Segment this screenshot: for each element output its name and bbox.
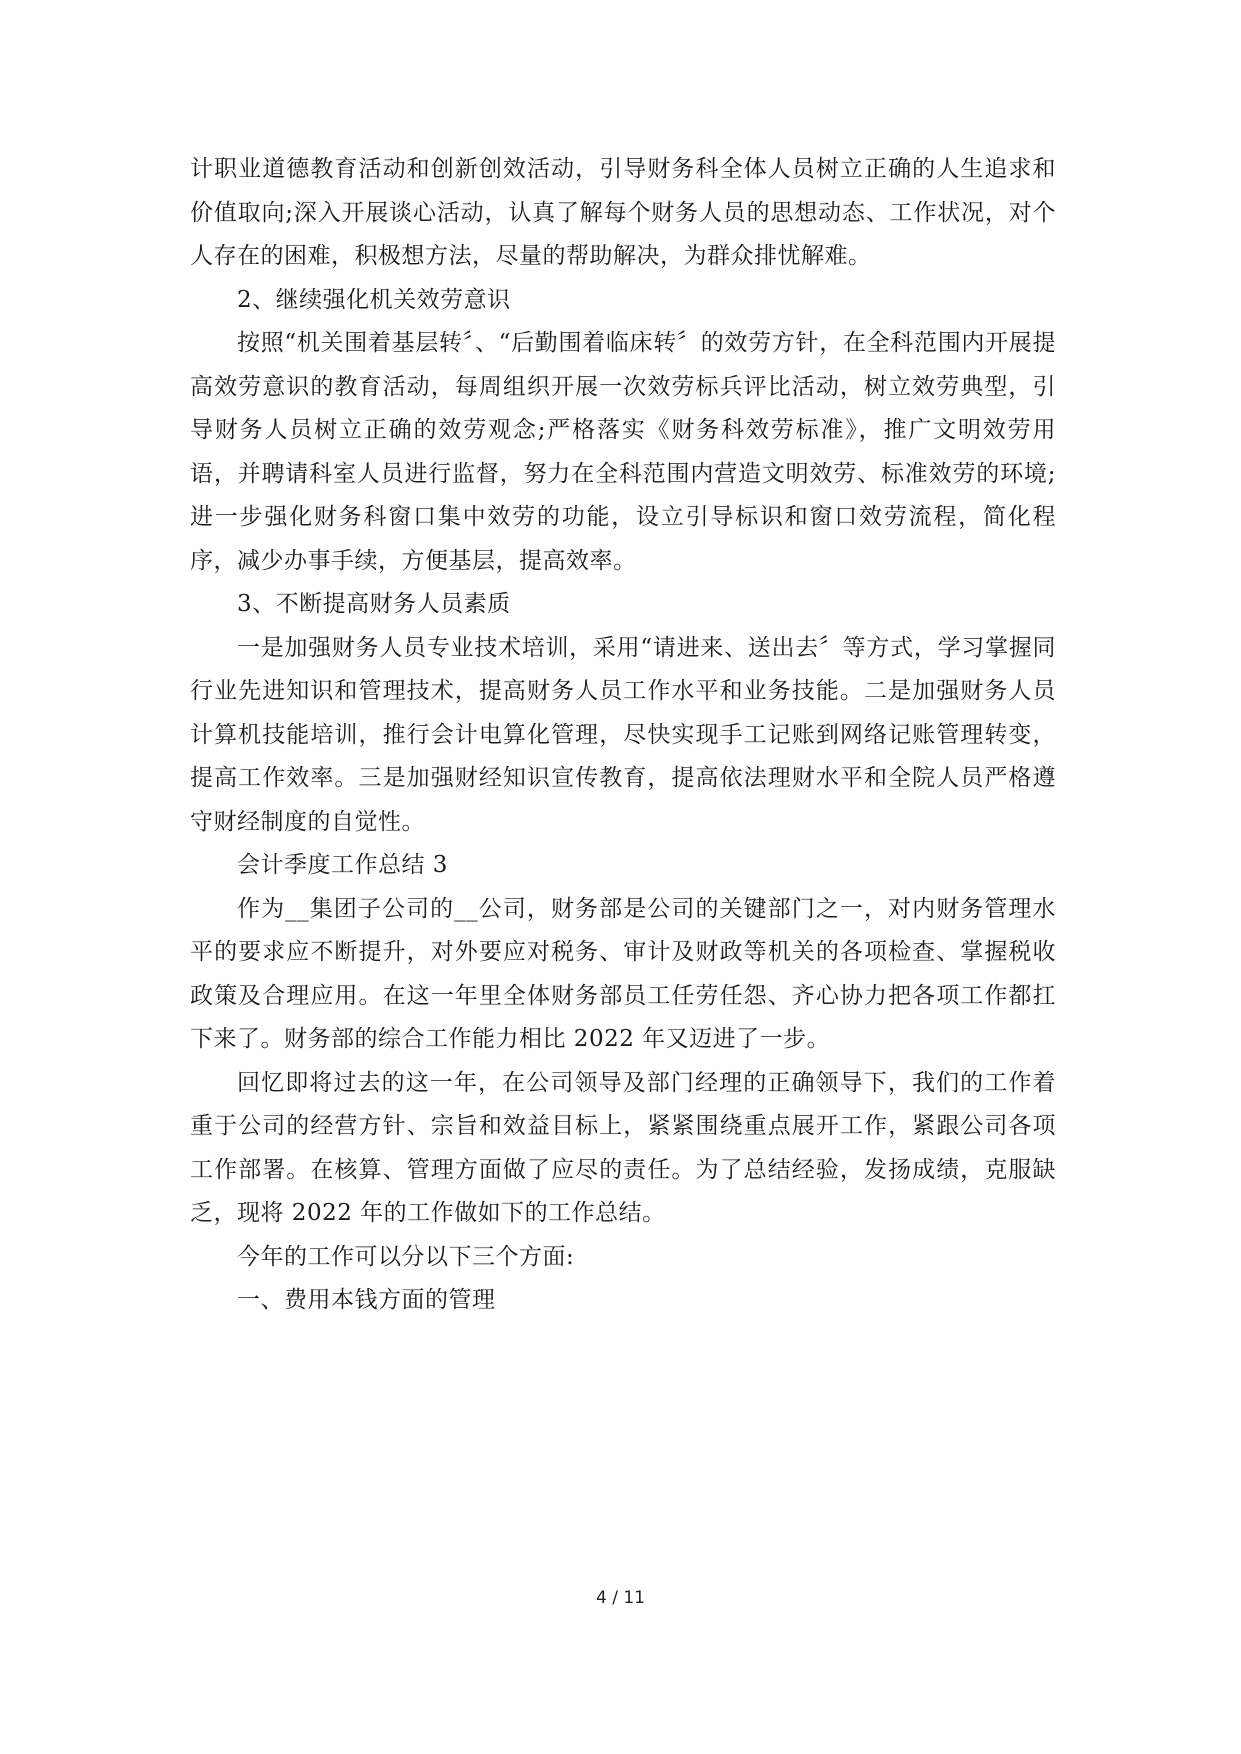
heading-cost-management: 一、费用本钱方面的管理	[237, 1287, 496, 1313]
paragraph-service-awareness: 按照“机关围着基层转〞、“后勤围着临床转〞的效劳方针，在全科范围内开展提高效劳意识的教育活动，每周组织开展一次效劳标兵评比活动，树立效劳典型，引导财务人员树立正确的效劳观念;严格落实《财务科效劳标准》，推广文明效劳用语，并聘请科室人员进行监督，努力在全科范围内营造文明效劳、标准效劳的环境;进一步强化财务科窗口集中效劳的功能，设立引导标识和窗口效劳流程，简化程序，减少办事手续，方便基层，提高效率。	[190, 330, 1056, 574]
document-body	[190, 148, 1056, 1323]
paragraph-year-review: 回忆即将过去的这一年，在公司领导及部门经理的正确领导下，我们的工作着重于公司的经营方针、宗旨和效益目标上，紧紧围绕重点展开工作，紧跟公司各项工作部署。在核算、管理方面做了应尽的责任。为了总结经验，发扬成绩，克服缺乏，现将 2022 年的工作做如下的工作总结。	[190, 1069, 1056, 1226]
section-title-summary-3: 会计季度工作总结 3	[237, 852, 448, 878]
paragraph-staff-quality: 一是加强财务人员专业技术培训，采用“请进来、送出去〞等方式，学习掌握同行业先进知识和管理技术，提高财务人员工作水平和业务技能。二是加强财务人员计算机技能培训，推行会计电算化管理，尽快实现手工记账到网络记账管理转变，提高工作效率。三是加强财经知识宣传教育，提高依法理财水平和全院人员严格遵守财经制度的自觉性。	[190, 634, 1056, 835]
paragraph-three-aspects: 今年的工作可以分以下三个方面:	[237, 1243, 575, 1270]
heading-service-awareness: 2、继续强化机关效劳意识	[237, 286, 511, 313]
paragraph-continued-intro: 计职业道德教育活动和创新创效活动，引导财务科全体人员树立正确的人生追求和价值取向;深入开展谈心活动，认真了解每个财务人员的思想动态、工作状况，对个人存在的困难，积极想方法，尽量的帮助解决，为群众排忧解难。	[190, 156, 1056, 269]
page-number: 4 / 11	[596, 1588, 645, 1608]
paragraph-finance-department: 作为__集团子公司的__公司，财务部是公司的关键部门之一，对内财务管理水平的要求应不断提升，对外要应对税务、审计及财政等机关的各项检查、掌握税收政策及合理应用。在这一年里全体财务部员工任劳任怨、齐心协力把各项工作都扛下来了。财务部的综合工作能力相比 2022 年又迈进了一步。	[190, 895, 1056, 1052]
heading-staff-quality: 3、不断提高财务人员素质	[237, 591, 511, 617]
